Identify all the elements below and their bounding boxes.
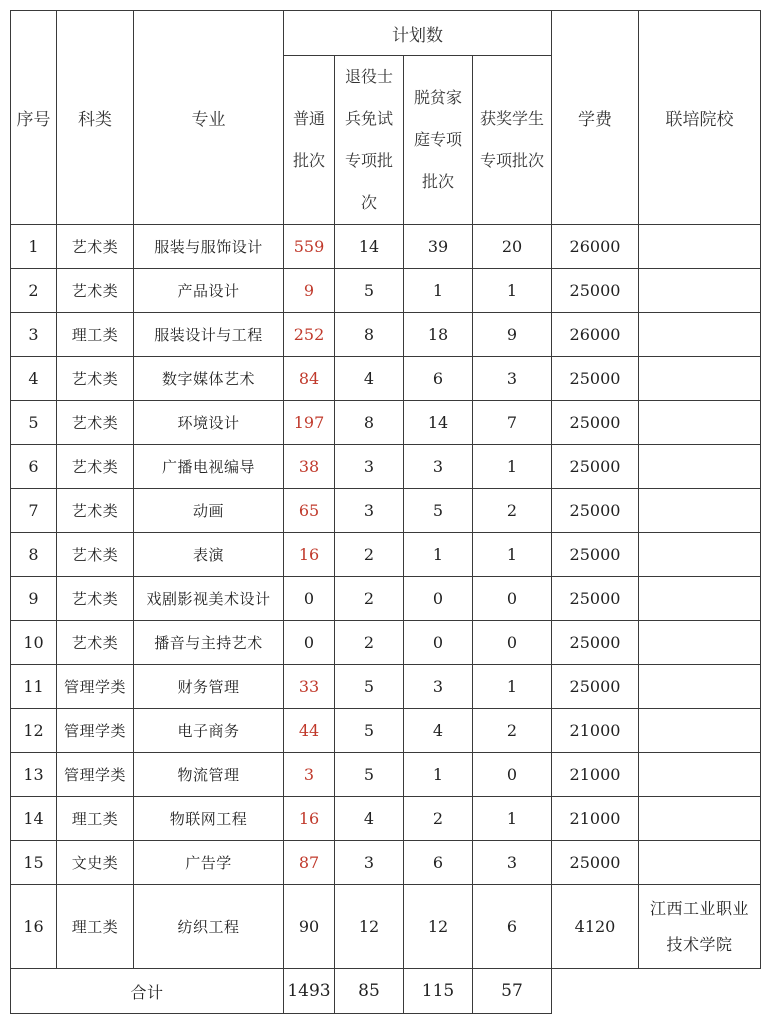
enrollment-plan-table <box>10 10 761 1014</box>
header-tuition: 学费 <box>552 11 639 225</box>
header-veteran: 退役士兵免试专项批次 <box>335 56 404 225</box>
cell-partner <box>639 665 761 709</box>
cell-seq: 16 <box>11 885 57 969</box>
cell-regular: 33 <box>284 665 335 709</box>
cell-award: 0 <box>473 753 552 797</box>
cell-tuition: 26000 <box>552 313 639 357</box>
table-row <box>11 577 761 621</box>
cell-category: 文史类 <box>57 841 134 885</box>
cell-tuition: 25000 <box>552 665 639 709</box>
cell-veteran: 5 <box>335 665 404 709</box>
cell-poverty: 5 <box>404 489 473 533</box>
cell-partner <box>639 313 761 357</box>
header-seq: 序号 <box>11 11 57 225</box>
table-row <box>11 313 761 357</box>
cell-tuition: 21000 <box>552 753 639 797</box>
cell-seq: 12 <box>11 709 57 753</box>
cell-veteran: 3 <box>335 489 404 533</box>
cell-tuition: 25000 <box>552 841 639 885</box>
cell-veteran: 2 <box>335 577 404 621</box>
cell-regular: 84 <box>284 357 335 401</box>
cell-seq: 14 <box>11 797 57 841</box>
cell-partner <box>639 445 761 489</box>
cell-seq: 8 <box>11 533 57 577</box>
cell-tuition: 25000 <box>552 489 639 533</box>
cell-partner <box>639 225 761 269</box>
cell-category: 艺术类 <box>57 577 134 621</box>
table-row <box>11 225 761 269</box>
cell-veteran: 5 <box>335 269 404 313</box>
cell-regular: 0 <box>284 621 335 665</box>
cell-award: 3 <box>473 841 552 885</box>
cell-regular: 0 <box>284 577 335 621</box>
cell-veteran: 4 <box>335 357 404 401</box>
cell-veteran: 5 <box>335 753 404 797</box>
cell-poverty: 0 <box>404 621 473 665</box>
cell-veteran: 3 <box>335 841 404 885</box>
cell-poverty: 6 <box>404 841 473 885</box>
cell-award: 0 <box>473 577 552 621</box>
cell-seq: 6 <box>11 445 57 489</box>
cell-award: 1 <box>473 665 552 709</box>
cell-award: 2 <box>473 709 552 753</box>
cell-poverty: 3 <box>404 445 473 489</box>
cell-category: 管理学类 <box>57 709 134 753</box>
cell-category: 理工类 <box>57 797 134 841</box>
cell-regular: 16 <box>284 533 335 577</box>
cell-tuition: 26000 <box>552 225 639 269</box>
cell-major: 广播电视编导 <box>134 445 284 489</box>
cell-partner <box>639 489 761 533</box>
cell-seq: 4 <box>11 357 57 401</box>
cell-veteran: 4 <box>335 797 404 841</box>
cell-regular: 252 <box>284 313 335 357</box>
cell-award: 1 <box>473 445 552 489</box>
cell-major: 广告学 <box>134 841 284 885</box>
cell-poverty: 39 <box>404 225 473 269</box>
cell-regular: 65 <box>284 489 335 533</box>
cell-veteran: 2 <box>335 621 404 665</box>
cell-major: 环境设计 <box>134 401 284 445</box>
cell-regular: 87 <box>284 841 335 885</box>
cell-seq: 1 <box>11 225 57 269</box>
cell-seq: 15 <box>11 841 57 885</box>
cell-major: 服装设计与工程 <box>134 313 284 357</box>
cell-regular: 3 <box>284 753 335 797</box>
cell-poverty: 14 <box>404 401 473 445</box>
cell-partner <box>639 357 761 401</box>
cell-seq: 5 <box>11 401 57 445</box>
cell-poverty: 12 <box>404 885 473 969</box>
table-body <box>11 225 761 969</box>
cell-partner: 江西工业职业技术学院 <box>639 885 761 969</box>
cell-major: 产品设计 <box>134 269 284 313</box>
cell-poverty: 1 <box>404 269 473 313</box>
cell-partner <box>639 401 761 445</box>
cell-category: 理工类 <box>57 313 134 357</box>
cell-category: 管理学类 <box>57 753 134 797</box>
table-row <box>11 841 761 885</box>
table-row <box>11 269 761 313</box>
cell-category: 艺术类 <box>57 357 134 401</box>
cell-award: 0 <box>473 621 552 665</box>
cell-major: 数字媒体艺术 <box>134 357 284 401</box>
cell-tuition: 25000 <box>552 621 639 665</box>
cell-veteran: 12 <box>335 885 404 969</box>
cell-award: 1 <box>473 533 552 577</box>
total-empty-tuition <box>552 969 639 1014</box>
cell-veteran: 5 <box>335 709 404 753</box>
total-row <box>11 969 761 1014</box>
cell-tuition: 25000 <box>552 577 639 621</box>
cell-category: 艺术类 <box>57 445 134 489</box>
cell-regular: 44 <box>284 709 335 753</box>
cell-poverty: 1 <box>404 533 473 577</box>
cell-poverty: 18 <box>404 313 473 357</box>
cell-regular: 16 <box>284 797 335 841</box>
cell-partner <box>639 577 761 621</box>
cell-veteran: 2 <box>335 533 404 577</box>
cell-seq: 13 <box>11 753 57 797</box>
table-row <box>11 489 761 533</box>
cell-partner <box>639 709 761 753</box>
cell-veteran: 3 <box>335 445 404 489</box>
cell-poverty: 0 <box>404 577 473 621</box>
table-row <box>11 885 761 969</box>
cell-partner <box>639 841 761 885</box>
header-category: 科类 <box>57 11 134 225</box>
cell-seq: 9 <box>11 577 57 621</box>
cell-category: 艺术类 <box>57 269 134 313</box>
cell-veteran: 14 <box>335 225 404 269</box>
cell-partner <box>639 753 761 797</box>
total-regular: 1493 <box>284 969 335 1014</box>
table-row <box>11 533 761 577</box>
cell-partner <box>639 269 761 313</box>
cell-award: 1 <box>473 797 552 841</box>
table-row <box>11 401 761 445</box>
header-partner: 联培院校 <box>639 11 761 225</box>
cell-tuition: 4120 <box>552 885 639 969</box>
cell-major: 戏剧影视美术设计 <box>134 577 284 621</box>
cell-award: 2 <box>473 489 552 533</box>
cell-partner <box>639 621 761 665</box>
table-row <box>11 709 761 753</box>
cell-category: 艺术类 <box>57 489 134 533</box>
table-row <box>11 753 761 797</box>
table-row <box>11 445 761 489</box>
cell-category: 艺术类 <box>57 533 134 577</box>
cell-poverty: 3 <box>404 665 473 709</box>
cell-seq: 2 <box>11 269 57 313</box>
cell-award: 1 <box>473 269 552 313</box>
cell-award: 7 <box>473 401 552 445</box>
cell-major: 物流管理 <box>134 753 284 797</box>
total-award: 57 <box>473 969 552 1014</box>
header-award: 获奖学生专项批次 <box>473 56 552 225</box>
cell-tuition: 21000 <box>552 797 639 841</box>
cell-regular: 197 <box>284 401 335 445</box>
cell-category: 艺术类 <box>57 401 134 445</box>
cell-major: 财务管理 <box>134 665 284 709</box>
cell-major: 物联网工程 <box>134 797 284 841</box>
cell-regular: 9 <box>284 269 335 313</box>
header-poverty: 脱贫家庭专项批次 <box>404 56 473 225</box>
cell-major: 服装与服饰设计 <box>134 225 284 269</box>
total-label: 合计 <box>11 969 284 1014</box>
cell-seq: 7 <box>11 489 57 533</box>
cell-seq: 3 <box>11 313 57 357</box>
cell-tuition: 25000 <box>552 445 639 489</box>
table-row <box>11 665 761 709</box>
cell-major: 纺织工程 <box>134 885 284 969</box>
cell-partner <box>639 533 761 577</box>
cell-veteran: 8 <box>335 313 404 357</box>
total-poverty: 115 <box>404 969 473 1014</box>
cell-tuition: 25000 <box>552 533 639 577</box>
cell-poverty: 1 <box>404 753 473 797</box>
cell-major: 电子商务 <box>134 709 284 753</box>
cell-award: 9 <box>473 313 552 357</box>
cell-seq: 11 <box>11 665 57 709</box>
cell-category: 艺术类 <box>57 621 134 665</box>
cell-category: 理工类 <box>57 885 134 969</box>
cell-category: 管理学类 <box>57 665 134 709</box>
table-row <box>11 357 761 401</box>
cell-poverty: 6 <box>404 357 473 401</box>
total-empty-partner <box>639 969 761 1014</box>
cell-partner <box>639 797 761 841</box>
cell-veteran: 8 <box>335 401 404 445</box>
table-row <box>11 797 761 841</box>
cell-tuition: 25000 <box>552 357 639 401</box>
cell-tuition: 25000 <box>552 401 639 445</box>
cell-award: 20 <box>473 225 552 269</box>
cell-poverty: 2 <box>404 797 473 841</box>
cell-regular: 90 <box>284 885 335 969</box>
cell-award: 3 <box>473 357 552 401</box>
cell-tuition: 25000 <box>552 269 639 313</box>
cell-category: 艺术类 <box>57 225 134 269</box>
cell-seq: 10 <box>11 621 57 665</box>
cell-award: 6 <box>473 885 552 969</box>
cell-major: 动画 <box>134 489 284 533</box>
total-veteran: 85 <box>335 969 404 1014</box>
cell-poverty: 4 <box>404 709 473 753</box>
cell-major: 播音与主持艺术 <box>134 621 284 665</box>
header-major: 专业 <box>134 11 284 225</box>
cell-major: 表演 <box>134 533 284 577</box>
cell-regular: 38 <box>284 445 335 489</box>
header-plan: 计划数 <box>284 11 552 56</box>
table-row <box>11 621 761 665</box>
cell-regular: 559 <box>284 225 335 269</box>
header-regular: 普通批次 <box>284 56 335 225</box>
cell-tuition: 21000 <box>552 709 639 753</box>
